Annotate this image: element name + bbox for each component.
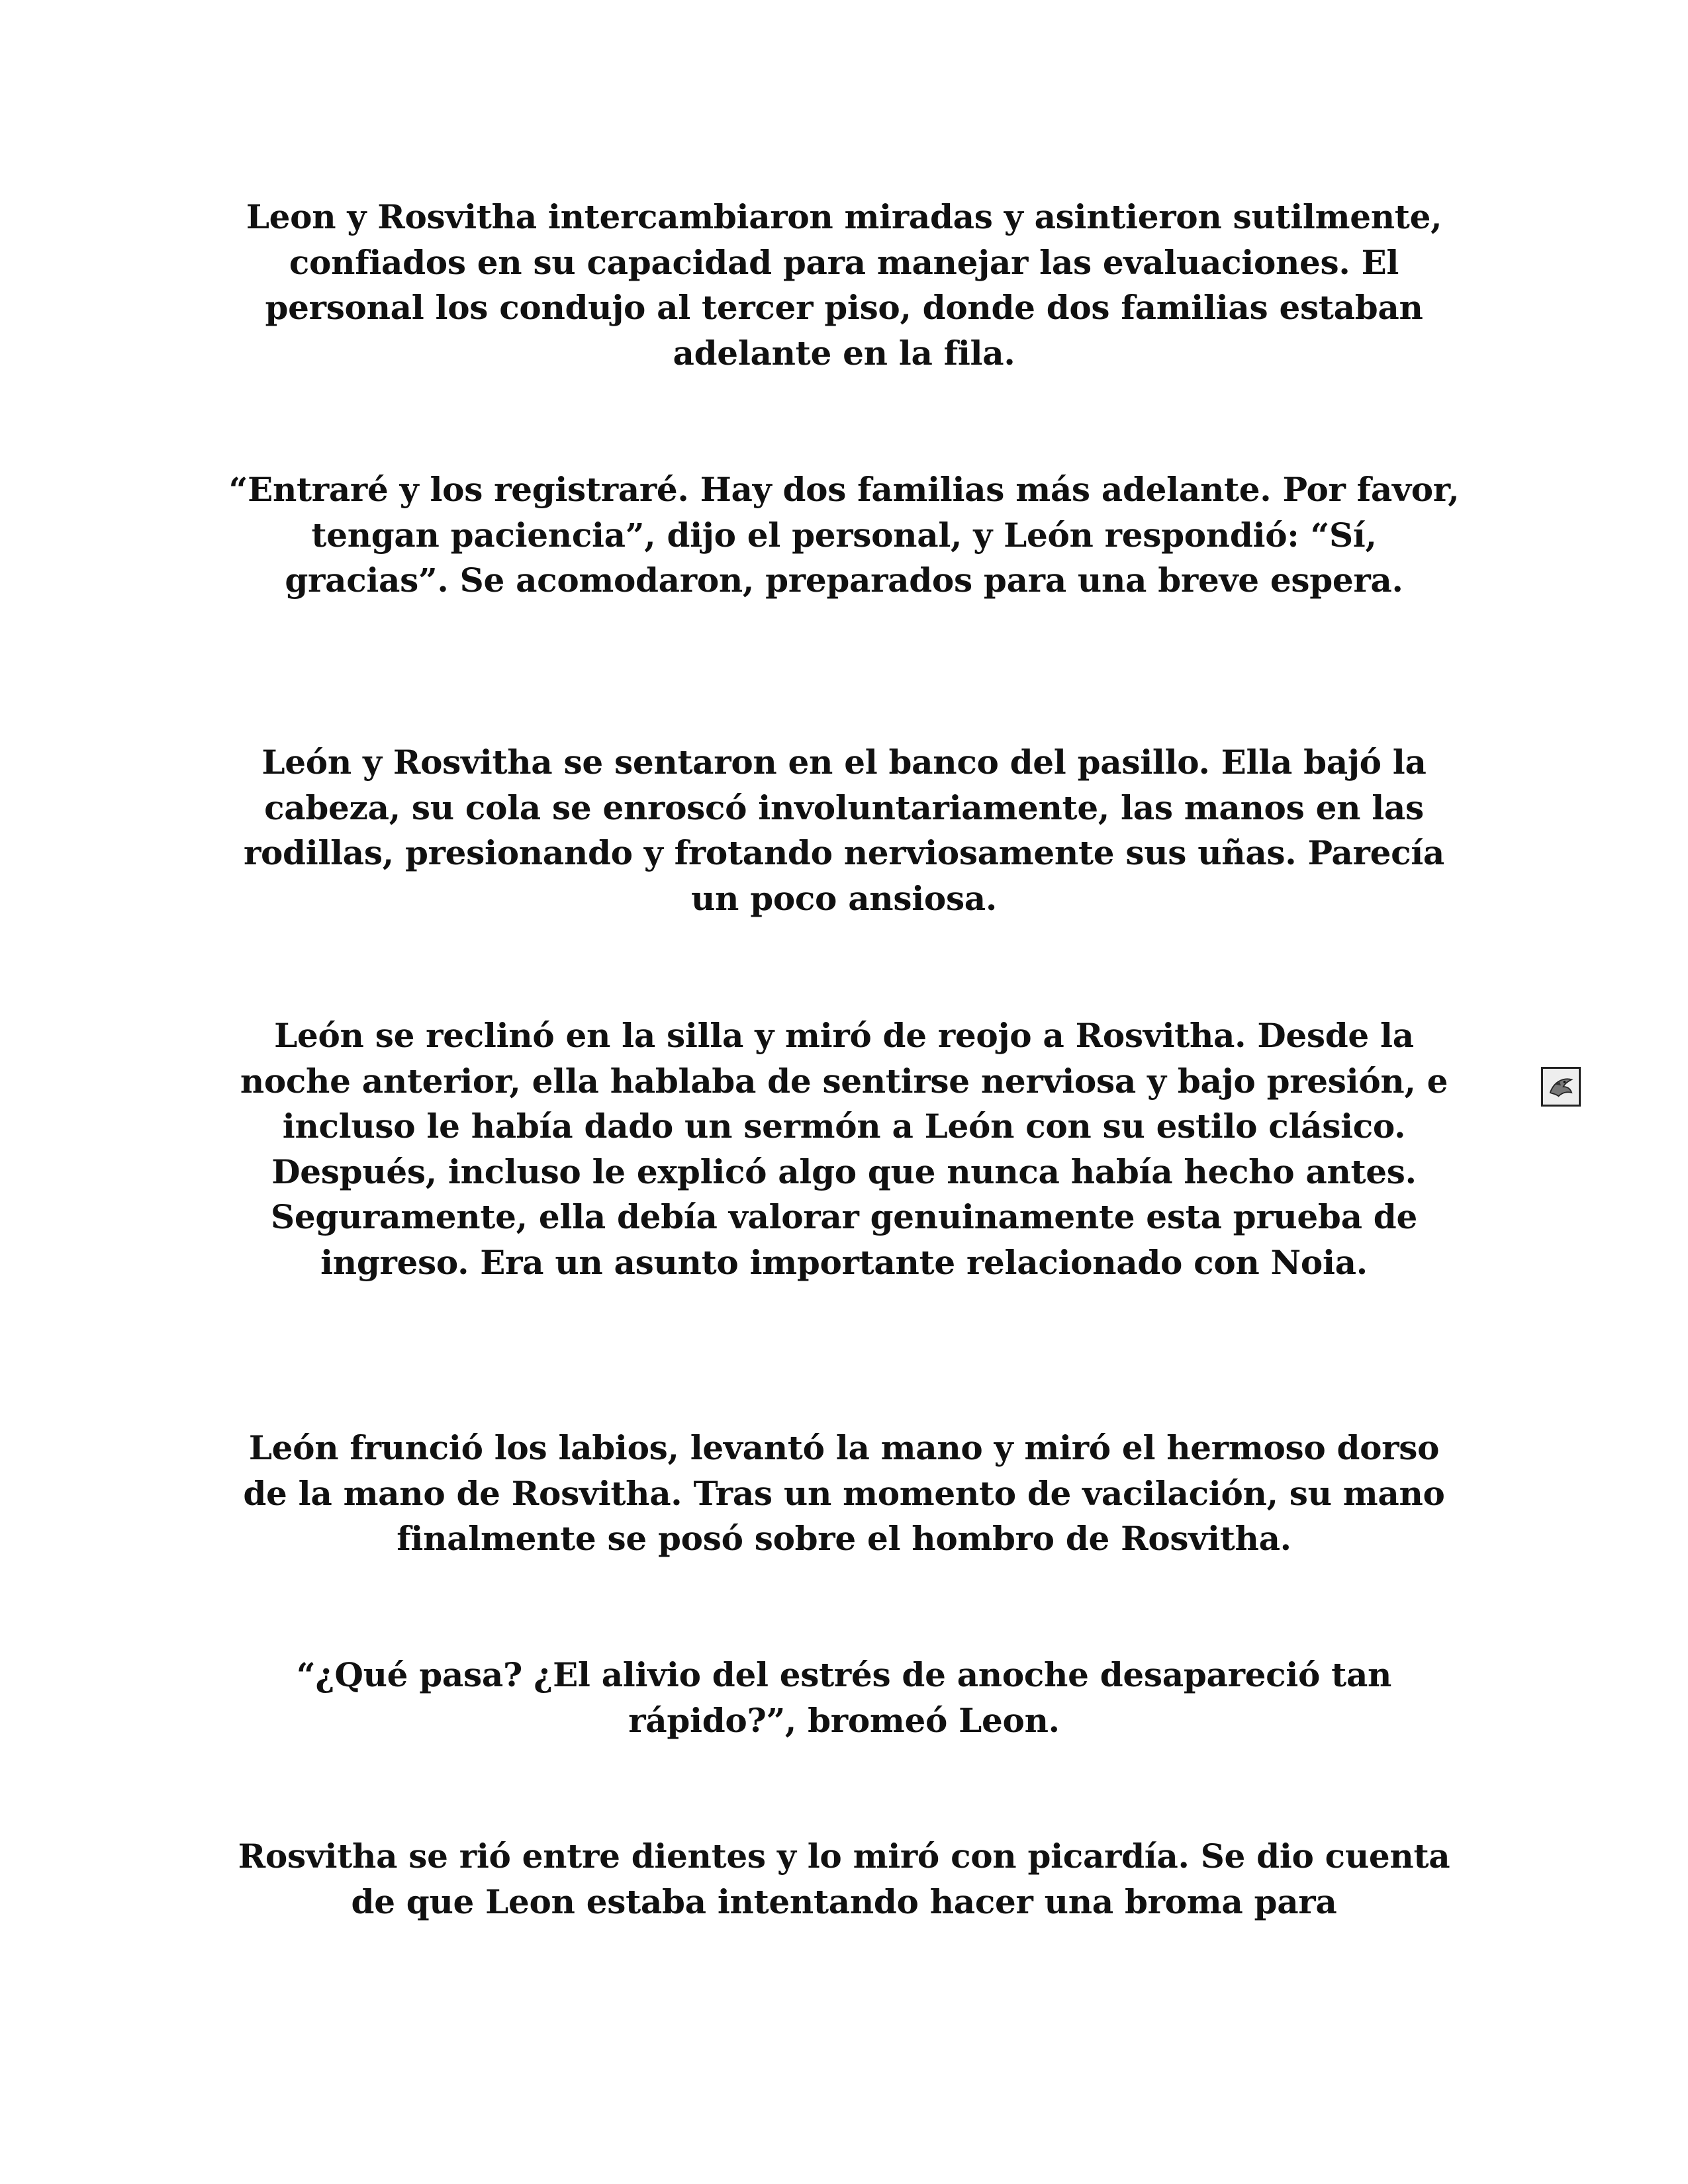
paragraph-6: “¿Qué pasa? ¿El alivio del estrés de anoche desapareció tan rápido?”, bromeó Leon. xyxy=(296,1655,1392,1740)
paragraph-7: Rosvitha se rió entre dientes y lo miró con picardía. Se dio cuenta de que Leon estaba intentando hacer una broma para xyxy=(238,1837,1450,1921)
paragraph-5: León frunció los labios, levantó la mano y miró el hermoso dorso de la mano de Rosvitha. Tras un momento de vacilación, su mano finalmente se posó sobre el hombro de Rosvitha. xyxy=(243,1428,1445,1558)
paragraph-1: Leon y Rosvitha intercambiaron miradas y asintieron sutilmente, confiados en su capacidad para manejar las evaluaciones. El personal los condujo al tercer piso, donde dos familias estaban adelante en la fila. xyxy=(246,197,1442,373)
paragraph-3: León y Rosvitha se sentaron en el banco del pasillo. Ella bajó la cabeza, su cola se enroscó involuntariamente, las manos en las rodillas, presionando y frotando nerviosamente sus uñas. Parecía un poco ansiosa. xyxy=(243,743,1445,918)
paragraph-2: “Entraré y los registraré. Hay dos familias más adelante. Por favor, tengan paciencia”, dijo el personal, y León respondió: “Sí, gracias”. Se acomodaron, preparados para una breve espera. xyxy=(228,470,1460,600)
paragraph-4: León se reclinó en la silla y miró de reojo a Rosvitha. Desde la noche anterior, ella hablaba de sentirse nerviosa y bajo presión, e incluso le había dado un sermón a León con su estilo clásico. Después, incluso le explicó algo que nunca había hecho antes. Seguramente, ella debía valorar genuinamente esta prueba de ingreso. Era un asunto importante relacionado con Noia. xyxy=(240,1016,1448,1282)
dragon-emblem-icon xyxy=(1541,1067,1581,1107)
